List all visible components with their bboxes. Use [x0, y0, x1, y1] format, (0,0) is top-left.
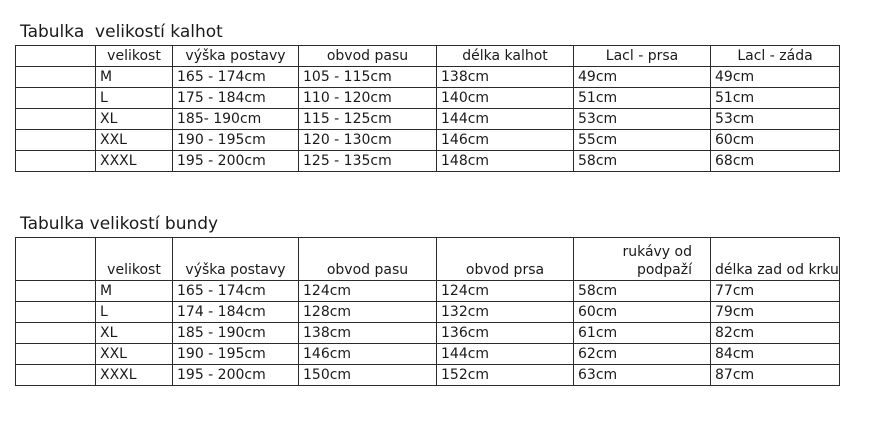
table-cell: 174 - 184cm	[173, 302, 299, 323]
table-cell: 140cm	[437, 88, 574, 109]
table-row	[16, 281, 840, 302]
table-cell: 49cm	[711, 67, 840, 88]
header-cell: obvod pasu	[299, 46, 437, 67]
table-cell: XXL	[96, 130, 173, 151]
table-cell	[16, 88, 96, 109]
table-cell: 51cm	[711, 88, 840, 109]
table-cell: 144cm	[437, 109, 574, 130]
header-cell: výška postavy	[173, 46, 299, 67]
table-row	[16, 151, 840, 172]
table-cell: 175 - 184cm	[173, 88, 299, 109]
table-cell: 68cm	[711, 151, 840, 172]
table-cell: M	[96, 281, 173, 302]
table-cell: L	[96, 302, 173, 323]
table-cell: 105 - 115cm	[299, 67, 437, 88]
table-cell: 195 - 200cm	[173, 151, 299, 172]
table-cell: 84cm	[711, 344, 840, 365]
table-cell	[16, 67, 96, 88]
table-cell: 115 - 125cm	[299, 109, 437, 130]
table-cell: 185- 190cm	[173, 109, 299, 130]
table-row	[16, 88, 840, 109]
table-cell: 79cm	[711, 302, 840, 323]
header-cell: délka zad od krku	[711, 238, 840, 281]
table-cell: 128cm	[299, 302, 437, 323]
header-cell: výška postavy	[173, 238, 299, 281]
table-cell: 124cm	[299, 281, 437, 302]
table-cell: 132cm	[437, 302, 574, 323]
table-row	[16, 302, 840, 323]
table-cell: 124cm	[437, 281, 574, 302]
header-cell: rukávy od podpaží	[574, 238, 711, 281]
header-cell: obvod prsa	[437, 238, 574, 281]
table-header-row	[16, 238, 840, 281]
table-cell	[16, 281, 96, 302]
table-cell: 146cm	[299, 344, 437, 365]
table-row	[16, 67, 840, 88]
table-cell: 146cm	[437, 130, 574, 151]
table-row	[16, 109, 840, 130]
table-cell: 60cm	[711, 130, 840, 151]
table-cell: 51cm	[574, 88, 711, 109]
table-cell: 150cm	[299, 365, 437, 386]
table-cell: 190 - 195cm	[173, 130, 299, 151]
table-cell: 125 - 135cm	[299, 151, 437, 172]
table-cell: 138cm	[299, 323, 437, 344]
table-cell: 144cm	[437, 344, 574, 365]
table-cell: 77cm	[711, 281, 840, 302]
table-row	[16, 344, 840, 365]
table-cell: 87cm	[711, 365, 840, 386]
table-cell: 165 - 174cm	[173, 67, 299, 88]
header-cell: obvod pasu	[299, 238, 437, 281]
table-cell: XL	[96, 109, 173, 130]
table-cell: 148cm	[437, 151, 574, 172]
table-cell: 138cm	[437, 67, 574, 88]
table-cell: XXXL	[96, 151, 173, 172]
header-cell: velikost	[96, 238, 173, 281]
table-row	[16, 365, 840, 386]
table-cell: 58cm	[574, 151, 711, 172]
pants-size-table-title: Tabulka velikostí kalhot	[20, 22, 223, 42]
table-cell: 61cm	[574, 323, 711, 344]
table-cell	[16, 302, 96, 323]
header-cell	[16, 238, 96, 281]
table-cell: 53cm	[711, 109, 840, 130]
table-cell	[16, 130, 96, 151]
header-cell: Lacl - záda	[711, 46, 840, 67]
jacket-size-table	[15, 237, 840, 386]
table-cell	[16, 109, 96, 130]
table-cell: 53cm	[574, 109, 711, 130]
table-cell	[16, 151, 96, 172]
table-cell	[16, 323, 96, 344]
table-row	[16, 323, 840, 344]
table-cell: XL	[96, 323, 173, 344]
table-cell: 195 - 200cm	[173, 365, 299, 386]
table-cell: 165 - 174cm	[173, 281, 299, 302]
table-cell	[16, 365, 96, 386]
table-cell: 62cm	[574, 344, 711, 365]
header-cell	[16, 46, 96, 67]
table-cell: 58cm	[574, 281, 711, 302]
table-cell: 60cm	[574, 302, 711, 323]
jacket-size-table-title: Tabulka velikostí bundy	[20, 214, 219, 234]
table-cell: 63cm	[574, 365, 711, 386]
table-cell: 120 - 130cm	[299, 130, 437, 151]
table-cell: 185 - 190cm	[173, 323, 299, 344]
header-cell: délka kalhot	[437, 46, 574, 67]
table-cell	[16, 344, 96, 365]
table-header-row	[16, 46, 840, 67]
table-cell: 136cm	[437, 323, 574, 344]
table-cell: XXL	[96, 344, 173, 365]
table-cell: XXXL	[96, 365, 173, 386]
table-cell: 110 - 120cm	[299, 88, 437, 109]
table-cell: 82cm	[711, 323, 840, 344]
table-cell: 152cm	[437, 365, 574, 386]
table-cell: 55cm	[574, 130, 711, 151]
table-cell: L	[96, 88, 173, 109]
table-cell: 49cm	[574, 67, 711, 88]
pants-size-table	[15, 45, 840, 172]
header-cell: velikost	[96, 46, 173, 67]
table-cell: M	[96, 67, 173, 88]
table-row	[16, 130, 840, 151]
table-cell: 190 - 195cm	[173, 344, 299, 365]
header-cell: Lacl - prsa	[574, 46, 711, 67]
